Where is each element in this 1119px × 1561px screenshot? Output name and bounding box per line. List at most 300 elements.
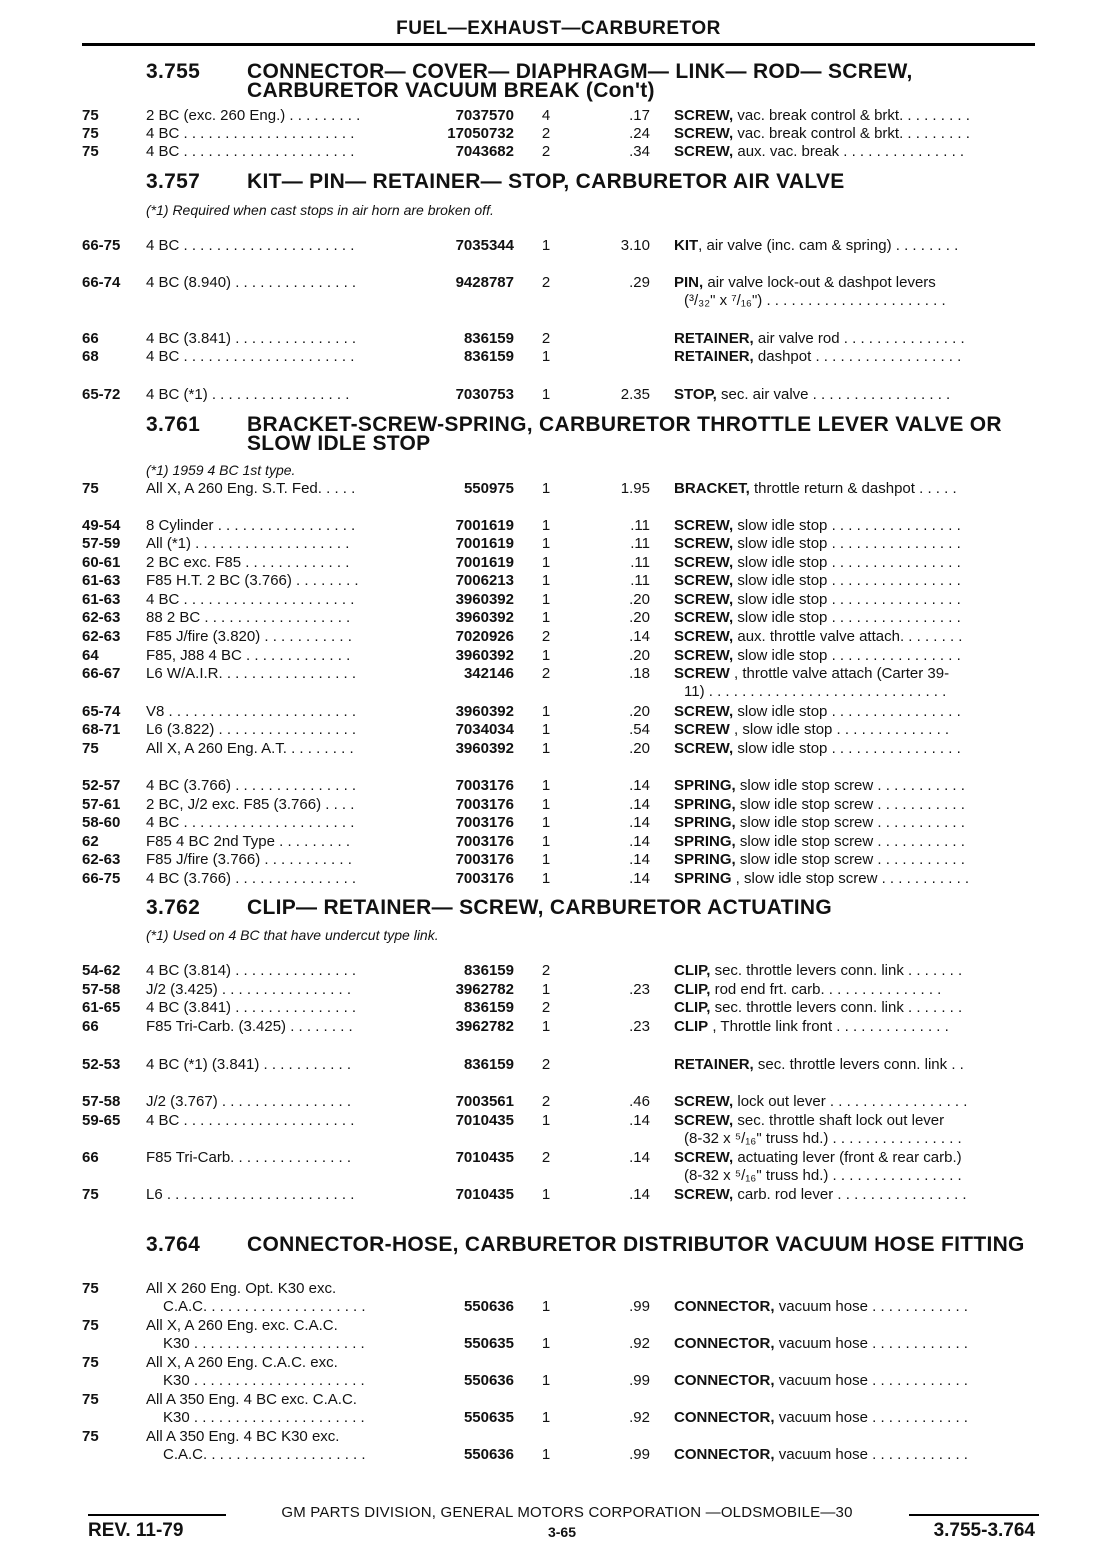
part-number: 7043682 <box>455 143 514 160</box>
part-detail: vac. break control & brkt. . . . . . . . . <box>733 125 970 142</box>
application: All (*1) . . . . . . . . . . . . . . . . . . . <box>146 535 350 552</box>
part-name: SCREW, <box>674 1093 734 1110</box>
part-name: BRACKET, <box>674 480 750 497</box>
part-detail: slow idle stop screw . . . . . . . . . . . <box>735 777 965 794</box>
part-number: 3960392 <box>455 740 514 757</box>
application-line1: All X, A 260 Eng. exc. C.A.C. <box>146 1317 338 1334</box>
year-range: 62 <box>82 833 99 850</box>
quantity: 2 <box>541 628 551 645</box>
application-line2: K30 . . . . . . . . . . . . . . . . . . . . . <box>163 1335 365 1352</box>
quantity: 1 <box>541 740 551 757</box>
part-detail: , slow idle stop screw . . . . . . . . . . . <box>731 870 970 887</box>
year-range: 57-61 <box>82 796 121 813</box>
year-range: 66-75 <box>82 870 121 887</box>
application: F85 H.T. 2 BC (3.766) . . . . . . . . <box>146 572 359 589</box>
price: .11 <box>630 517 650 534</box>
part-detail: lock out lever . . . . . . . . . . . . . . . . . <box>733 1093 968 1110</box>
year-range: 75 <box>82 125 99 142</box>
part-detail: air valve lock-out & dashpot levers <box>703 274 936 291</box>
price: 2.35 <box>620 386 650 403</box>
part-description <box>674 1186 1040 1204</box>
quantity: 1 <box>541 1446 551 1463</box>
page-title: FUEL—EXHAUST—CARBURETOR <box>396 18 721 39</box>
part-description <box>674 125 1040 143</box>
page-number: 3-65 <box>547 1524 577 1540</box>
quantity: 1 <box>541 572 551 589</box>
section-title: CONNECTOR-HOSE, CARBURETOR DISTRIBUTOR VACUUM HOSE FITTING <box>247 1233 1025 1256</box>
price: .34 <box>629 143 650 160</box>
application: 4 BC . . . . . . . . . . . . . . . . . . . . . <box>146 125 355 142</box>
part-name: SCREW, <box>674 609 734 626</box>
application-line2: C.A.C. . . . . . . . . . . . . . . . . . . . <box>163 1298 366 1315</box>
part-detail-cont: (8-32 x ⁵/₁₆" truss hd.) . . . . . . . . . . . . . . . . <box>684 1130 962 1147</box>
quantity: 1 <box>541 1112 551 1129</box>
quantity: 1 <box>541 609 551 626</box>
part-name: SPRING, <box>674 851 736 868</box>
application: F85 4 BC 2nd Type . . . . . . . . . <box>146 833 350 850</box>
part-description <box>674 999 1040 1017</box>
part-number: 836159 <box>463 999 514 1016</box>
price: .20 <box>629 703 650 720</box>
part-number: 17050732 <box>447 125 514 142</box>
application-line2: C.A.C. . . . . . . . . . . . . . . . . . . . <box>163 1446 366 1463</box>
year-range: 49-54 <box>82 517 121 534</box>
part-description <box>674 535 1040 553</box>
quantity: 2 <box>541 1056 551 1073</box>
quantity: 1 <box>541 777 551 794</box>
quantity: 2 <box>541 665 551 682</box>
year-range: 75 <box>82 1186 99 1203</box>
quantity: 1 <box>541 237 551 254</box>
quantity: 1 <box>541 1298 551 1315</box>
part-number: 550636 <box>463 1446 514 1463</box>
part-number: 7003176 <box>455 851 514 868</box>
part-description <box>674 143 1040 161</box>
year-range: 58-60 <box>82 814 121 831</box>
part-number: 836159 <box>463 1056 514 1073</box>
quantity: 4 <box>541 107 551 124</box>
part-detail: slow idle stop . . . . . . . . . . . . . . . . <box>733 740 961 757</box>
quantity: 1 <box>541 386 551 403</box>
part-description <box>674 572 1040 590</box>
part-description <box>674 107 1040 125</box>
part-description <box>674 274 1040 310</box>
section-title: KIT— PIN— RETAINER— STOP, CARBURETOR AIR VALVE <box>247 170 845 193</box>
part-detail: slow idle stop screw . . . . . . . . . . . <box>735 814 965 831</box>
quantity: 1 <box>541 535 551 552</box>
part-detail: slow idle stop . . . . . . . . . . . . . . . . <box>733 703 961 720</box>
part-description <box>674 1409 1040 1427</box>
application: All X, A 260 Eng. S.T. Fed. . . . . <box>146 480 356 497</box>
year-range: 65-74 <box>82 703 121 720</box>
quantity: 1 <box>541 703 551 720</box>
part-detail: air valve rod . . . . . . . . . . . . . . . <box>753 330 965 347</box>
application: F85 Tri-Carb. (3.425) . . . . . . . . <box>146 1018 353 1035</box>
footer-publisher: GM PARTS DIVISION, GENERAL MOTORS CORPORATION —OLDSMOBILE—30 <box>281 1504 853 1521</box>
year-range: 75 <box>82 107 99 124</box>
part-description <box>674 1335 1040 1353</box>
price: .18 <box>629 665 650 682</box>
year-range: 61-65 <box>82 999 121 1016</box>
part-name: SCREW, <box>674 535 734 552</box>
section-number: 3.762 <box>146 896 201 919</box>
price: .14 <box>629 1149 650 1166</box>
year-range: 52-57 <box>82 777 121 794</box>
part-detail: sec. throttle shaft lock out lever <box>733 1112 945 1129</box>
quantity: 1 <box>541 554 551 571</box>
application: L6 . . . . . . . . . . . . . . . . . . . . . . . <box>146 1186 355 1203</box>
quantity: 1 <box>541 981 551 998</box>
part-name: SCREW, <box>674 125 734 142</box>
section-number: 3.757 <box>146 170 201 193</box>
part-description <box>674 777 1040 795</box>
year-range: 57-59 <box>82 535 121 552</box>
part-number: 342146 <box>463 665 514 682</box>
page-header <box>82 18 1035 48</box>
part-description <box>674 609 1040 627</box>
year-range: 75 <box>82 1317 99 1334</box>
application: 4 BC (3.766) . . . . . . . . . . . . . . . <box>146 870 357 887</box>
section-heading <box>146 415 1046 455</box>
quantity: 2 <box>541 999 551 1016</box>
part-description <box>674 554 1040 572</box>
footer-rule <box>88 1514 226 1516</box>
section-heading <box>146 1235 1046 1275</box>
part-description <box>674 1372 1040 1390</box>
part-detail: slow idle stop . . . . . . . . . . . . . . . . <box>733 517 961 534</box>
price: .14 <box>629 777 650 794</box>
part-description <box>674 1093 1040 1111</box>
price: .20 <box>629 609 650 626</box>
part-description <box>674 628 1040 646</box>
section-note: (*1) Used on 4 BC that have undercut type link. <box>146 927 439 943</box>
year-range: 75 <box>82 143 99 160</box>
part-name: CONNECTOR, <box>674 1335 775 1352</box>
part-number: 7003176 <box>455 814 514 831</box>
price: .14 <box>629 1186 650 1203</box>
part-number: 7001619 <box>455 535 514 552</box>
part-number: 7010435 <box>455 1112 514 1129</box>
quantity: 1 <box>541 480 551 497</box>
part-number: 3960392 <box>455 703 514 720</box>
year-range: 75 <box>82 1391 99 1408</box>
part-detail: , throttle valve attach (Carter 39- <box>729 665 950 682</box>
section-heading <box>146 62 1046 102</box>
year-range: 60-61 <box>82 554 121 571</box>
part-detail: sec. throttle levers conn. link . . . . . . . <box>710 999 963 1016</box>
part-name: SCREW, <box>674 107 734 124</box>
part-number: 7003176 <box>455 777 514 794</box>
quantity: 1 <box>541 1018 551 1035</box>
part-description <box>674 1298 1040 1316</box>
part-name: SCREW, <box>674 572 734 589</box>
part-name: CLIP, <box>674 962 711 979</box>
part-name: SPRING, <box>674 777 736 794</box>
quantity: 2 <box>541 125 551 142</box>
quantity: 1 <box>541 721 551 738</box>
part-detail: , Throttle link front . . . . . . . . . . . . . . <box>708 1018 949 1035</box>
price: .23 <box>629 1018 650 1035</box>
part-detail: dashpot . . . . . . . . . . . . . . . . . . <box>753 348 962 365</box>
part-detail: , air valve (inc. cam & spring) . . . . . . . . <box>698 237 959 254</box>
part-detail: carb. rod lever . . . . . . . . . . . . . . . . <box>733 1186 967 1203</box>
part-number: 7020926 <box>455 628 514 645</box>
year-range: 66 <box>82 330 99 347</box>
part-description <box>674 348 1040 366</box>
part-number: 550975 <box>463 480 514 497</box>
application: 4 BC (3.766) . . . . . . . . . . . . . . . <box>146 777 357 794</box>
part-number: 7001619 <box>455 517 514 534</box>
part-name: CONNECTOR, <box>674 1372 775 1389</box>
part-detail: sec. throttle levers conn. link . . <box>753 1056 964 1073</box>
price: .29 <box>629 274 650 291</box>
part-detail: , slow idle stop . . . . . . . . . . . . . . <box>729 721 950 738</box>
quantity: 1 <box>541 851 551 868</box>
part-description <box>674 591 1040 609</box>
part-number: 836159 <box>463 348 514 365</box>
quantity: 1 <box>541 591 551 608</box>
part-name: RETAINER, <box>674 1056 754 1073</box>
section-title: CLIP— RETAINER— SCREW, CARBURETOR ACTUATING <box>247 896 832 919</box>
application-line1: All X 260 Eng. Opt. K30 exc. <box>146 1280 337 1297</box>
price: .11 <box>630 572 650 589</box>
application: F85, J88 4 BC . . . . . . . . . . . . . <box>146 647 351 664</box>
year-range: 66-74 <box>82 274 121 291</box>
part-number: 550636 <box>463 1298 514 1315</box>
price: .92 <box>629 1335 650 1352</box>
application: 4 BC . . . . . . . . . . . . . . . . . . . . . <box>146 591 355 608</box>
part-description <box>674 1056 1040 1074</box>
price: .99 <box>629 1298 650 1315</box>
part-name: SCREW, <box>674 1186 734 1203</box>
part-name: STOP, <box>674 386 717 403</box>
year-range: 61-63 <box>82 572 121 589</box>
part-name: SCREW, <box>674 1112 734 1129</box>
part-number: 7001619 <box>455 554 514 571</box>
application: 4 BC . . . . . . . . . . . . . . . . . . . . . <box>146 348 355 365</box>
part-detail: vacuum hose . . . . . . . . . . . . <box>774 1335 968 1352</box>
year-range: 68 <box>82 348 99 365</box>
price: 1.95 <box>620 480 650 497</box>
price: .99 <box>629 1446 650 1463</box>
part-detail-cont: (³/₃₂" x ⁷/₁₆") . . . . . . . . . . . . . . . . . . . . . . <box>684 292 946 309</box>
quantity: 1 <box>541 1186 551 1203</box>
application: 4 BC . . . . . . . . . . . . . . . . . . . . . <box>146 1112 355 1129</box>
part-detail: throttle return & dashpot . . . . . <box>749 480 957 497</box>
application: L6 (3.822) . . . . . . . . . . . . . . . . . <box>146 721 357 738</box>
price: .20 <box>629 647 650 664</box>
year-range: 75 <box>82 1354 99 1371</box>
quantity: 1 <box>541 833 551 850</box>
part-detail-cont: (8-32 x ⁵/₁₆" truss hd.) . . . . . . . . . . . . . . . . <box>684 1167 962 1184</box>
revision-label: REV. 11-79 <box>88 1520 184 1541</box>
part-name: SCREW, <box>674 647 734 664</box>
application: 2 BC, J/2 exc. F85 (3.766) . . . . <box>146 796 355 813</box>
part-description <box>674 237 1040 255</box>
application-line2: K30 . . . . . . . . . . . . . . . . . . . . . <box>163 1409 365 1426</box>
price: .14 <box>629 833 650 850</box>
part-detail: slow idle stop screw . . . . . . . . . . . <box>735 851 965 868</box>
part-name: SCREW <box>674 665 730 682</box>
part-detail-cont: 11) . . . . . . . . . . . . . . . . . . . . . . . . . . . . . <box>684 683 947 700</box>
part-name: SPRING, <box>674 833 736 850</box>
year-range: 75 <box>82 740 99 757</box>
price: .46 <box>629 1093 650 1110</box>
year-range: 52-53 <box>82 1056 121 1073</box>
section-note: (*1) Required when cast stops in air horn are broken off. <box>146 202 494 218</box>
part-name: SPRING, <box>674 814 736 831</box>
application: L6 W/A.I.R. . . . . . . . . . . . . . . . . <box>146 665 357 682</box>
year-range: 66 <box>82 1018 99 1035</box>
part-description <box>674 330 1040 348</box>
quantity: 1 <box>541 814 551 831</box>
quantity: 2 <box>541 962 551 979</box>
part-number: 7030753 <box>455 386 514 403</box>
page-footer <box>82 1500 1035 1550</box>
part-description <box>674 703 1040 721</box>
application: 4 BC (*1) . . . . . . . . . . . . . . . . . <box>146 386 350 403</box>
part-detail: slow idle stop . . . . . . . . . . . . . . . . <box>733 591 961 608</box>
part-detail: aux. vac. break . . . . . . . . . . . . . . . <box>733 143 965 160</box>
application: 4 BC (*1) (3.841) . . . . . . . . . . . <box>146 1056 352 1073</box>
section-note: (*1) 1959 4 BC 1st type. <box>146 462 296 478</box>
part-detail: slow idle stop . . . . . . . . . . . . . . . . <box>733 535 961 552</box>
part-description <box>674 480 1040 498</box>
price: .14 <box>629 796 650 813</box>
part-description <box>674 386 1040 404</box>
application: 88 2 BC . . . . . . . . . . . . . . . . . . <box>146 609 351 626</box>
year-range: 65-72 <box>82 386 121 403</box>
price: .14 <box>629 628 650 645</box>
application: 4 BC (8.940) . . . . . . . . . . . . . . . <box>146 274 357 291</box>
application-line1: All A 350 Eng. 4 BC exc. C.A.C. <box>146 1391 357 1408</box>
part-number: 3962782 <box>455 981 514 998</box>
part-name: SCREW, <box>674 1149 734 1166</box>
quantity: 2 <box>541 1093 551 1110</box>
part-detail: sec. throttle levers conn. link . . . . . . . <box>710 962 963 979</box>
part-description <box>674 1018 1040 1036</box>
part-name: RETAINER, <box>674 330 754 347</box>
quantity: 2 <box>541 274 551 291</box>
part-name: SCREW, <box>674 143 734 160</box>
part-name: SCREW, <box>674 740 734 757</box>
part-name: SCREW, <box>674 554 734 571</box>
part-detail: slow idle stop screw . . . . . . . . . . . <box>735 833 965 850</box>
application-line1: All X, A 260 Eng. C.A.C. exc. <box>146 1354 338 1371</box>
quantity: 1 <box>541 1335 551 1352</box>
price: .11 <box>630 554 650 571</box>
application-line1: All A 350 Eng. 4 BC K30 exc. <box>146 1428 340 1445</box>
part-description <box>674 962 1040 980</box>
part-number: 7006213 <box>455 572 514 589</box>
application: 4 BC . . . . . . . . . . . . . . . . . . . . . <box>146 237 355 254</box>
year-range: 64 <box>82 647 99 664</box>
part-number: 7003561 <box>455 1093 514 1110</box>
price: .14 <box>629 814 650 831</box>
part-name: SCREW <box>674 721 730 738</box>
application: 4 BC (3.814) . . . . . . . . . . . . . . . <box>146 962 357 979</box>
part-number: 836159 <box>463 962 514 979</box>
part-detail: aux. throttle valve attach. . . . . . . . <box>733 628 963 645</box>
quantity: 2 <box>541 1149 551 1166</box>
part-name: RETAINER, <box>674 348 754 365</box>
year-range: 75 <box>82 480 99 497</box>
quantity: 1 <box>541 870 551 887</box>
year-range: 66 <box>82 1149 99 1166</box>
price: .11 <box>630 535 650 552</box>
part-number: 3962782 <box>455 1018 514 1035</box>
price: .20 <box>629 591 650 608</box>
application: F85 J/fire (3.820) . . . . . . . . . . . <box>146 628 352 645</box>
part-detail: slow idle stop . . . . . . . . . . . . . . . . <box>733 572 961 589</box>
part-detail: sec. air valve . . . . . . . . . . . . . . . . . <box>716 386 951 403</box>
footer-rule <box>909 1514 1039 1516</box>
year-range: 75 <box>82 1428 99 1445</box>
header-rule <box>82 43 1035 46</box>
part-description <box>674 796 1040 814</box>
part-name: CONNECTOR, <box>674 1409 775 1426</box>
part-name: SCREW, <box>674 591 734 608</box>
part-description <box>674 833 1040 851</box>
section-number: 3.755 <box>146 60 201 83</box>
part-number: 3960392 <box>455 647 514 664</box>
price: .24 <box>629 125 650 142</box>
price: .17 <box>629 107 650 124</box>
application-line2: K30 . . . . . . . . . . . . . . . . . . . . . <box>163 1372 365 1389</box>
quantity: 1 <box>541 1409 551 1426</box>
year-range: 68-71 <box>82 721 121 738</box>
part-number: 3960392 <box>455 609 514 626</box>
section-title: BRACKET-SCREW-SPRING, CARBURETOR THROTTLE LEVER VALVE OR SLOW IDLE STOP <box>247 413 1002 455</box>
part-number: 7010435 <box>455 1186 514 1203</box>
year-range: 62-63 <box>82 851 121 868</box>
price: .23 <box>629 981 650 998</box>
part-description <box>674 1446 1040 1464</box>
part-number: 9428787 <box>455 274 514 291</box>
section-heading <box>146 898 1046 918</box>
part-name: CONNECTOR, <box>674 1298 775 1315</box>
part-description <box>674 814 1040 832</box>
part-name: SPRING, <box>674 796 736 813</box>
price: .92 <box>629 1409 650 1426</box>
part-detail: slow idle stop screw . . . . . . . . . . . <box>735 796 965 813</box>
part-detail: rod end frt. carb. . . . . . . . . . . . . . . <box>710 981 942 998</box>
part-description <box>674 870 1040 888</box>
application: F85 Tri-Carb. . . . . . . . . . . . . . . <box>146 1149 352 1166</box>
part-description <box>674 665 1040 701</box>
quantity: 1 <box>541 796 551 813</box>
application: J/2 (3.425) . . . . . . . . . . . . . . . . <box>146 981 352 998</box>
part-number: 7003176 <box>455 796 514 813</box>
part-detail: slow idle stop . . . . . . . . . . . . . . . . <box>733 647 961 664</box>
application: All X, A 260 Eng. A.T. . . . . . . . . <box>146 740 354 757</box>
part-number: 7003176 <box>455 833 514 850</box>
part-detail: actuating lever (front & rear carb.) <box>733 1149 962 1166</box>
part-description <box>674 517 1040 535</box>
application: V8 . . . . . . . . . . . . . . . . . . . . . . . <box>146 703 357 720</box>
part-name: SPRING <box>674 870 732 887</box>
application: J/2 (3.767) . . . . . . . . . . . . . . . . <box>146 1093 352 1110</box>
year-range: 62-63 <box>82 628 121 645</box>
application: 2 BC (exc. 260 Eng.) . . . . . . . . . <box>146 107 361 124</box>
price: 3.10 <box>620 237 650 254</box>
part-name: SCREW, <box>674 703 734 720</box>
part-description <box>674 1149 1040 1185</box>
part-detail: vacuum hose . . . . . . . . . . . . <box>774 1372 968 1389</box>
year-range: 66-67 <box>82 665 121 682</box>
year-range: 62-63 <box>82 609 121 626</box>
part-name: SCREW, <box>674 517 734 534</box>
